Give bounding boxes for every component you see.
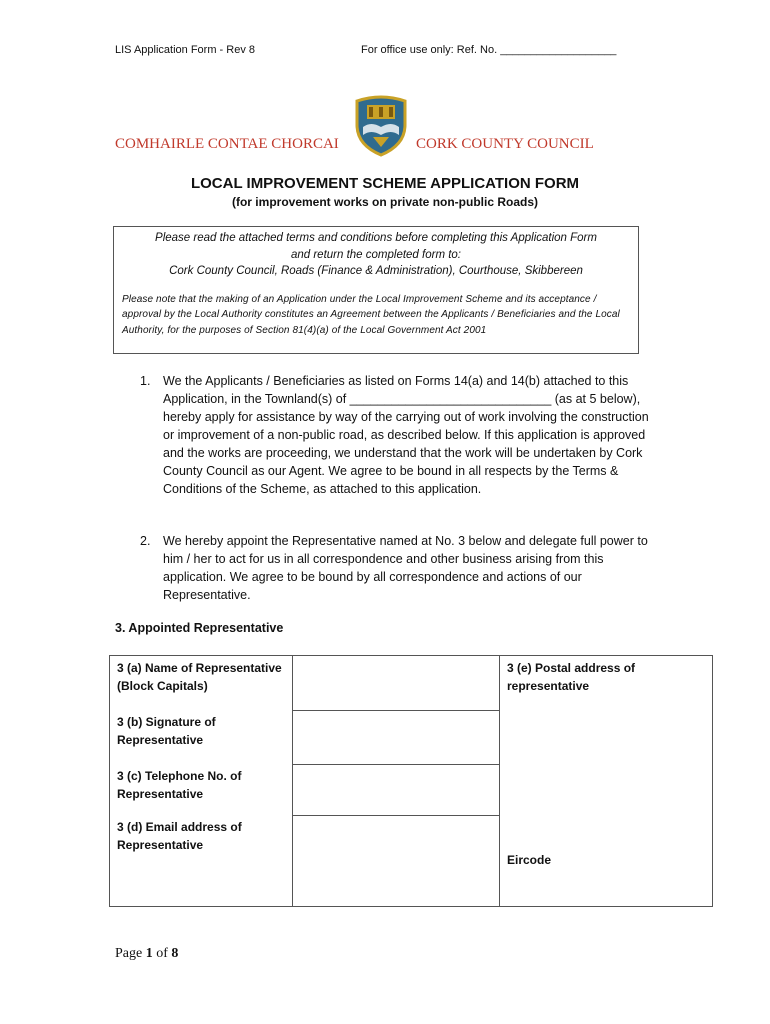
notice-line-3: Cork County Council, Roads (Finance & Administration), Courthouse, Skibbereen xyxy=(169,265,583,277)
email-label: 3 (d) Email address of Representative xyxy=(117,820,242,852)
notice-agreement-paragraph: Please note that the making of an Application under the Local Improvement Scheme and its acceptance / approval by the Local Authority constitutes an Agreement between the Applicants / Beneficiaries and the Local Authority, for the purposes of Section 81(4)(a) of the Local Government Act 2001 xyxy=(122,293,620,336)
council-english-name: CORK COUNTY COUNCIL xyxy=(416,136,594,152)
representative-table xyxy=(109,655,713,907)
name-label: 3 (a) Name of Representative (Block Capitals) xyxy=(117,661,282,693)
item-text: We the Applicants / Beneficiaries as listed on Forms 14(a) and 14(b) attached to this Application, in the Townland(s) of _____________________________ (as at 5 below), hereby apply for assistance by way of the carrying out of work involving the construction or improvement of a non-public road, as described below. If this application is approved and the works are proceeding, we understand that the work will be undertaken by Cork County Council as our Agent. We agree to be bound in all respects by the Terms & Conditions of the Scheme, as attached to this application. xyxy=(163,374,649,496)
telephone-field[interactable] xyxy=(293,765,499,815)
postal-address-field[interactable] xyxy=(500,656,712,906)
form-subtitle: (for improvement works on private non-public Roads) xyxy=(231,195,539,209)
item-number: 2. xyxy=(140,534,151,548)
item-number: 1. xyxy=(140,374,151,388)
office-use-ref: For office use only: Ref. No. ___________________ xyxy=(361,44,617,56)
telephone-label: 3 (c) Telephone No. of Representative xyxy=(117,769,242,801)
section-3-heading: 3. Appointed Representative xyxy=(115,621,284,635)
notice-line-2: and return the completed form to: xyxy=(290,248,462,261)
item-text: We hereby appoint the Representative named at No. 3 below and delegate full power to him / her to act for us in all correspondence and other business arising from this application. We agree to be bound by all correspondence and actions of our Representative. xyxy=(163,534,648,602)
list-item xyxy=(140,372,650,498)
table-divider xyxy=(292,815,500,816)
table-divider xyxy=(499,656,500,906)
council-irish-name: COMHAIRLE CONTAE CHORCAI xyxy=(115,136,339,152)
table-divider xyxy=(292,764,500,765)
table-divider xyxy=(292,710,500,711)
email-field[interactable] xyxy=(293,816,499,906)
name-field[interactable] xyxy=(293,656,499,710)
eircode-label: Eircode xyxy=(507,853,552,867)
form-title: LOCAL IMPROVEMENT SCHEME APPLICATION FORM xyxy=(190,175,580,192)
page-number: Page 1 of 8 xyxy=(115,946,179,961)
table-divider xyxy=(292,656,293,906)
council-crest-logo xyxy=(353,95,409,157)
instructions-notice xyxy=(113,226,639,354)
form-id: LIS Application Form - Rev 8 xyxy=(115,44,256,56)
list-item xyxy=(140,532,650,604)
postal-address-label: 3 (e) Postal address of representative xyxy=(507,661,636,693)
signature-field[interactable] xyxy=(293,711,499,764)
signature-label: 3 (b) Signature of Representative xyxy=(117,715,216,747)
notice-line-1: Please read the attached terms and conditions before completing this Application Form xyxy=(155,232,597,244)
